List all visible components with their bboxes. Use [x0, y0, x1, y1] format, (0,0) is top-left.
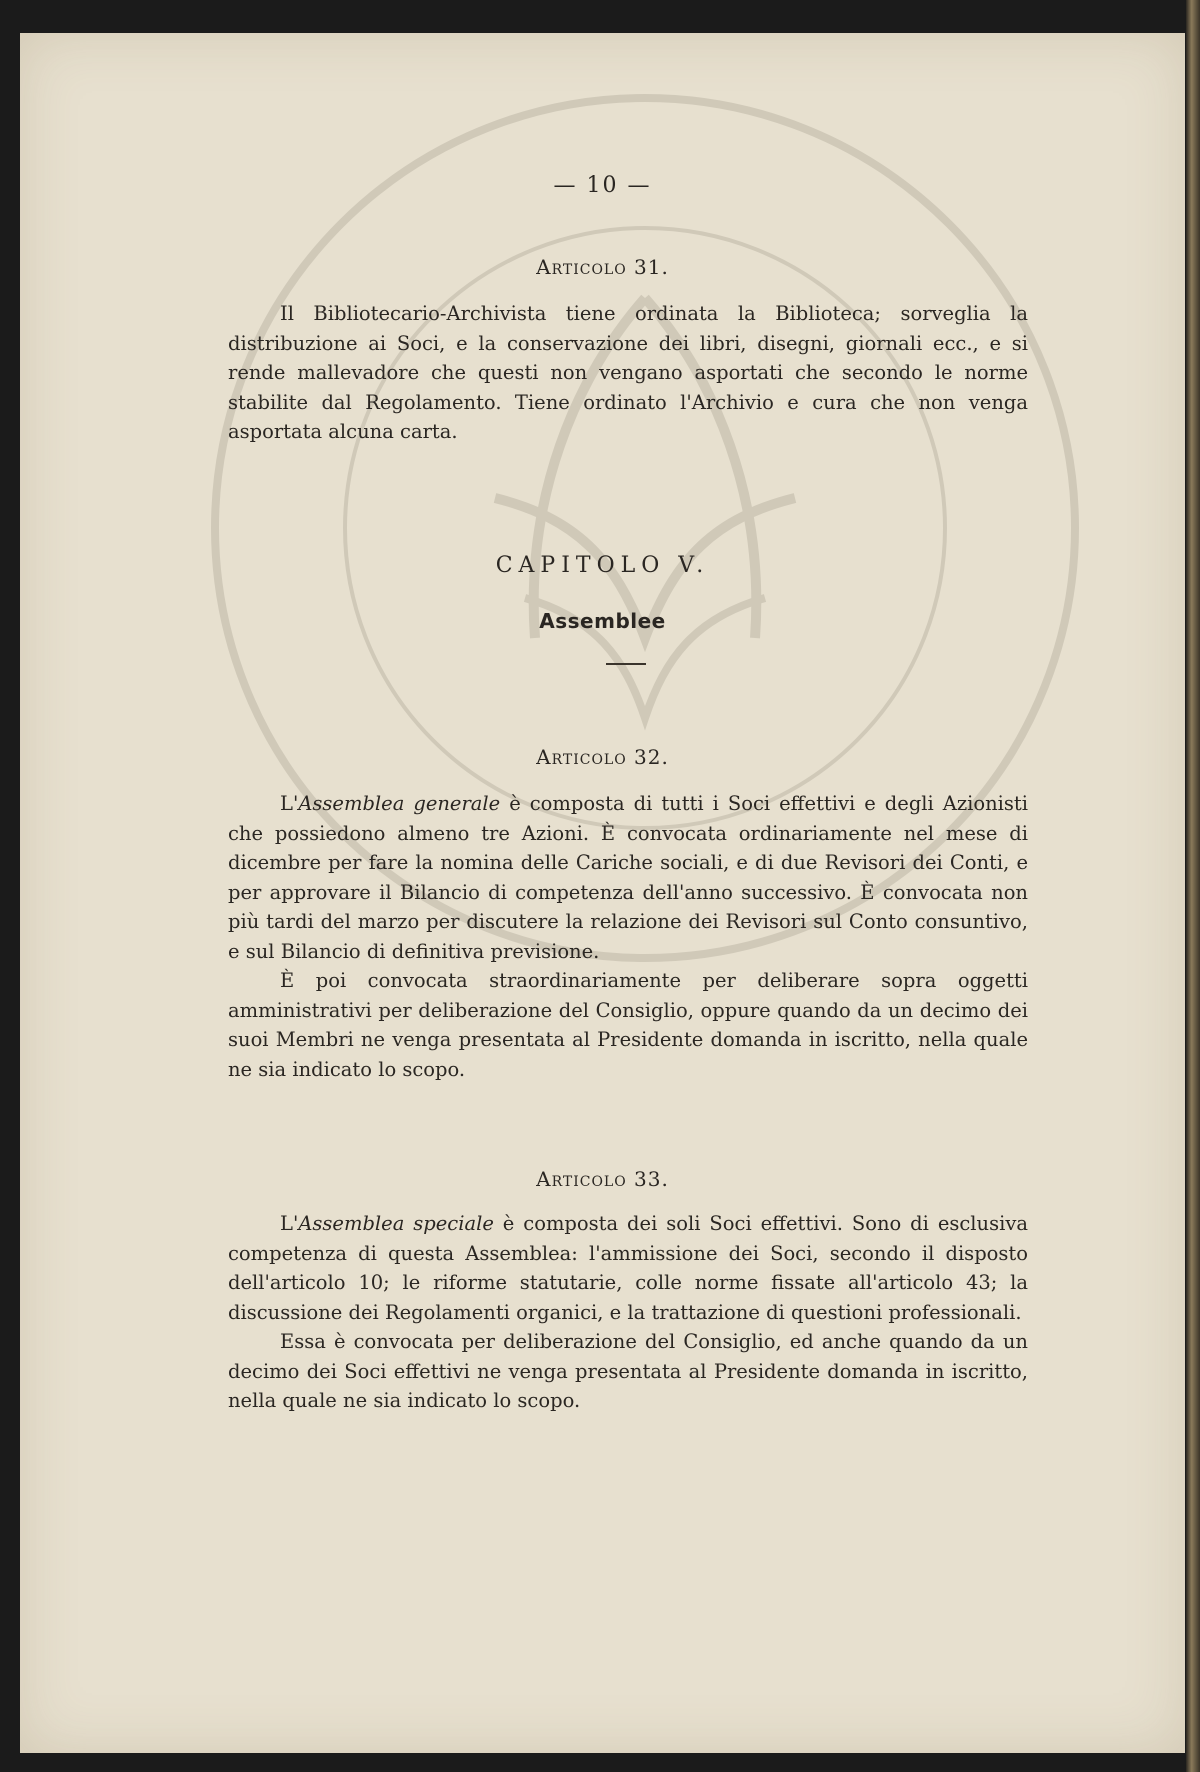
article-32-heading: Articolo 32.	[536, 745, 669, 769]
chapter-subtitle: Assemblee	[539, 609, 666, 633]
article-32-text: è composta di tutti i Soci effettivi e degli Azionisti che possiedono almeno tre Azioni. È convocata ordinariamente nel mese di dicembre per fare la nomina delle Cariche sociali, e di due Revisori dei Conti, e per approvare il Bilancio di competenza dell'anno successivo. È convocata non più tardi del marzo per discutere la relazione dei Revisori sul Conto consuntivo, e sul Bilancio di definitiva previsione.	[228, 792, 1028, 963]
document-page	[20, 33, 1185, 1753]
article-33-heading: Articolo 33.	[536, 1167, 669, 1191]
article-31-text: Il Bibliotecario-Archivista tiene ordinata la Biblioteca; sorveglia la distribuzione ai Soci, e la conservazione dei libri, disegni, giornali ecc., e si rende mallevadore che questi non vengano asportati che secondo le norme stabilite dal Regolamento. Tiene ordinato l'Archivio e cura che non venga asportata alcuna carta.	[228, 302, 1028, 443]
page-number: — 10 —	[553, 173, 652, 198]
article-32-paragraph-1	[228, 789, 1028, 966]
article-33-paragraph-2: Essa è convocata per deliberazione del Consiglio, ed anche quando da un decimo dei Soci effettivi ne venga presentata al Presidente domanda in iscritto, nella quale ne sia indicato lo scopo.	[228, 1330, 1028, 1412]
assemblea-generale-term: Assemblea generale	[298, 792, 501, 815]
article-33-paragraph-1	[228, 1209, 1028, 1327]
article-31-heading: Articolo 31.	[536, 255, 669, 279]
section-divider	[606, 663, 646, 665]
article-32-paragraph-2: È poi convocata straordinariamente per deliberare sopra oggetti amministrativi per deliberazione del Consiglio, oppure quando da un decimo dei suoi Membri ne venga presentata al Presidente domanda in iscritto, nella quale ne sia indicato lo scopo.	[228, 969, 1028, 1081]
article-33-text: è composta dei soli Soci effettivi. Sono di esclusiva competenza di questa Assemblea: l'ammissione dei Soci, secondo il disposto dell'articolo 10; le riforme statutarie, colle norme fissate all'articolo 43; la discussione dei Regolamenti organici, e la trattazione di questioni professionali.	[228, 1212, 1028, 1324]
article-32-body	[228, 789, 1028, 1084]
book-edge	[1186, 0, 1200, 1772]
article-31-body	[228, 299, 1028, 447]
article-33-body	[228, 1209, 1028, 1416]
article-32-prefix: L'	[280, 792, 299, 815]
article-33-prefix: L'	[280, 1212, 299, 1235]
assemblea-speciale-term: Assemblea speciale	[298, 1212, 494, 1235]
chapter-title: CAPITOLO V.	[495, 553, 710, 578]
